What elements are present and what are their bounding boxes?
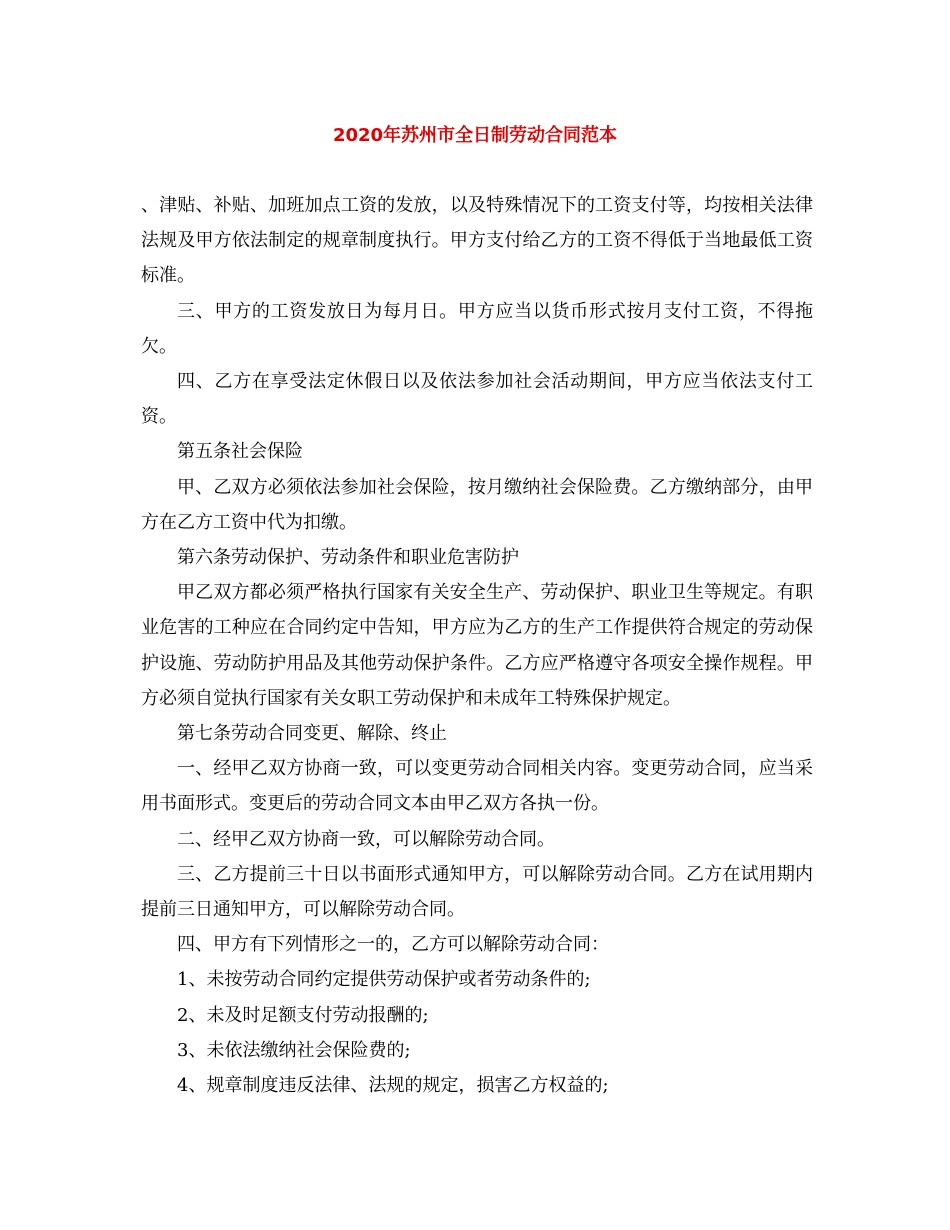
paragraph: 甲、乙双方必须依法参加社会保险，按月缴纳社会保险费。乙方缴纳部分，由甲方在乙方工资中代为扣缴。	[141, 476, 813, 533]
paragraph: 第五条社会保险	[177, 441, 303, 463]
paragraph: 三、甲方的工资发放日为每月日。甲方应当以货币形式按月支付工资，不得拖欠。	[141, 300, 813, 357]
document-title: 2020年苏州市全日制劳动合同范本	[332, 125, 618, 146]
paragraph: 2、未及时足额支付劳动报酬的;	[177, 1004, 429, 1026]
paragraph: 3、未依法缴纳社会保险费的;	[177, 1039, 411, 1061]
paragraph: 四、乙方在享受法定休假日以及依法参加社会活动期间，甲方应当依法支付工资。	[141, 371, 813, 428]
paragraph: 四、甲方有下列情形之一的，乙方可以解除劳动合同：	[177, 934, 609, 956]
paragraph: 三、乙方提前三十日以书面形式通知甲方，可以解除劳动合同。乙方在试用期内提前三日通知甲方，可以解除劳动合同。	[141, 863, 813, 921]
paragraph: 1、未按劳动合同约定提供劳动保护或者劳动条件的;	[177, 969, 591, 991]
paragraph: 4、规章制度违反法律、法规的规定，损害乙方权益的;	[177, 1075, 609, 1097]
paragraph: 甲乙双方都必须严格执行国家有关安全生产、劳动保护、职业卫生等规定。有职业危害的工种应在合同约定中告知，甲方应为乙方的生产工作提供符合规定的劳动保护设施、劳动防护用品及其他劳动保护条件。乙方应严格遵守各项安全操作规程。甲方必须自觉执行国家有关女职工劳动保护和未成年工特殊保护规定。	[141, 582, 813, 709]
paragraph: 一、经甲乙双方协商一致，可以变更劳动合同相关内容。变更劳动合同，应当采用书面形式。变更后的劳动合同文本由甲乙双方各执一份。	[141, 758, 813, 815]
paragraph: 第七条劳动合同变更、解除、终止	[177, 723, 447, 745]
paragraph: 、津贴、补贴、加班加点工资的发放，以及特殊情况下的工资支付等，均按相关法律法规及甲方依法制定的规章制度执行。甲方支付给乙方的工资不得低于当地最低工资标准。	[141, 195, 813, 287]
document-body	[141, 188, 813, 1103]
paragraph: 第六条劳动保护、劳动条件和职业危害防护	[177, 547, 519, 569]
paragraph: 二、经甲乙双方协商一致，可以解除劳动合同。	[177, 828, 555, 850]
